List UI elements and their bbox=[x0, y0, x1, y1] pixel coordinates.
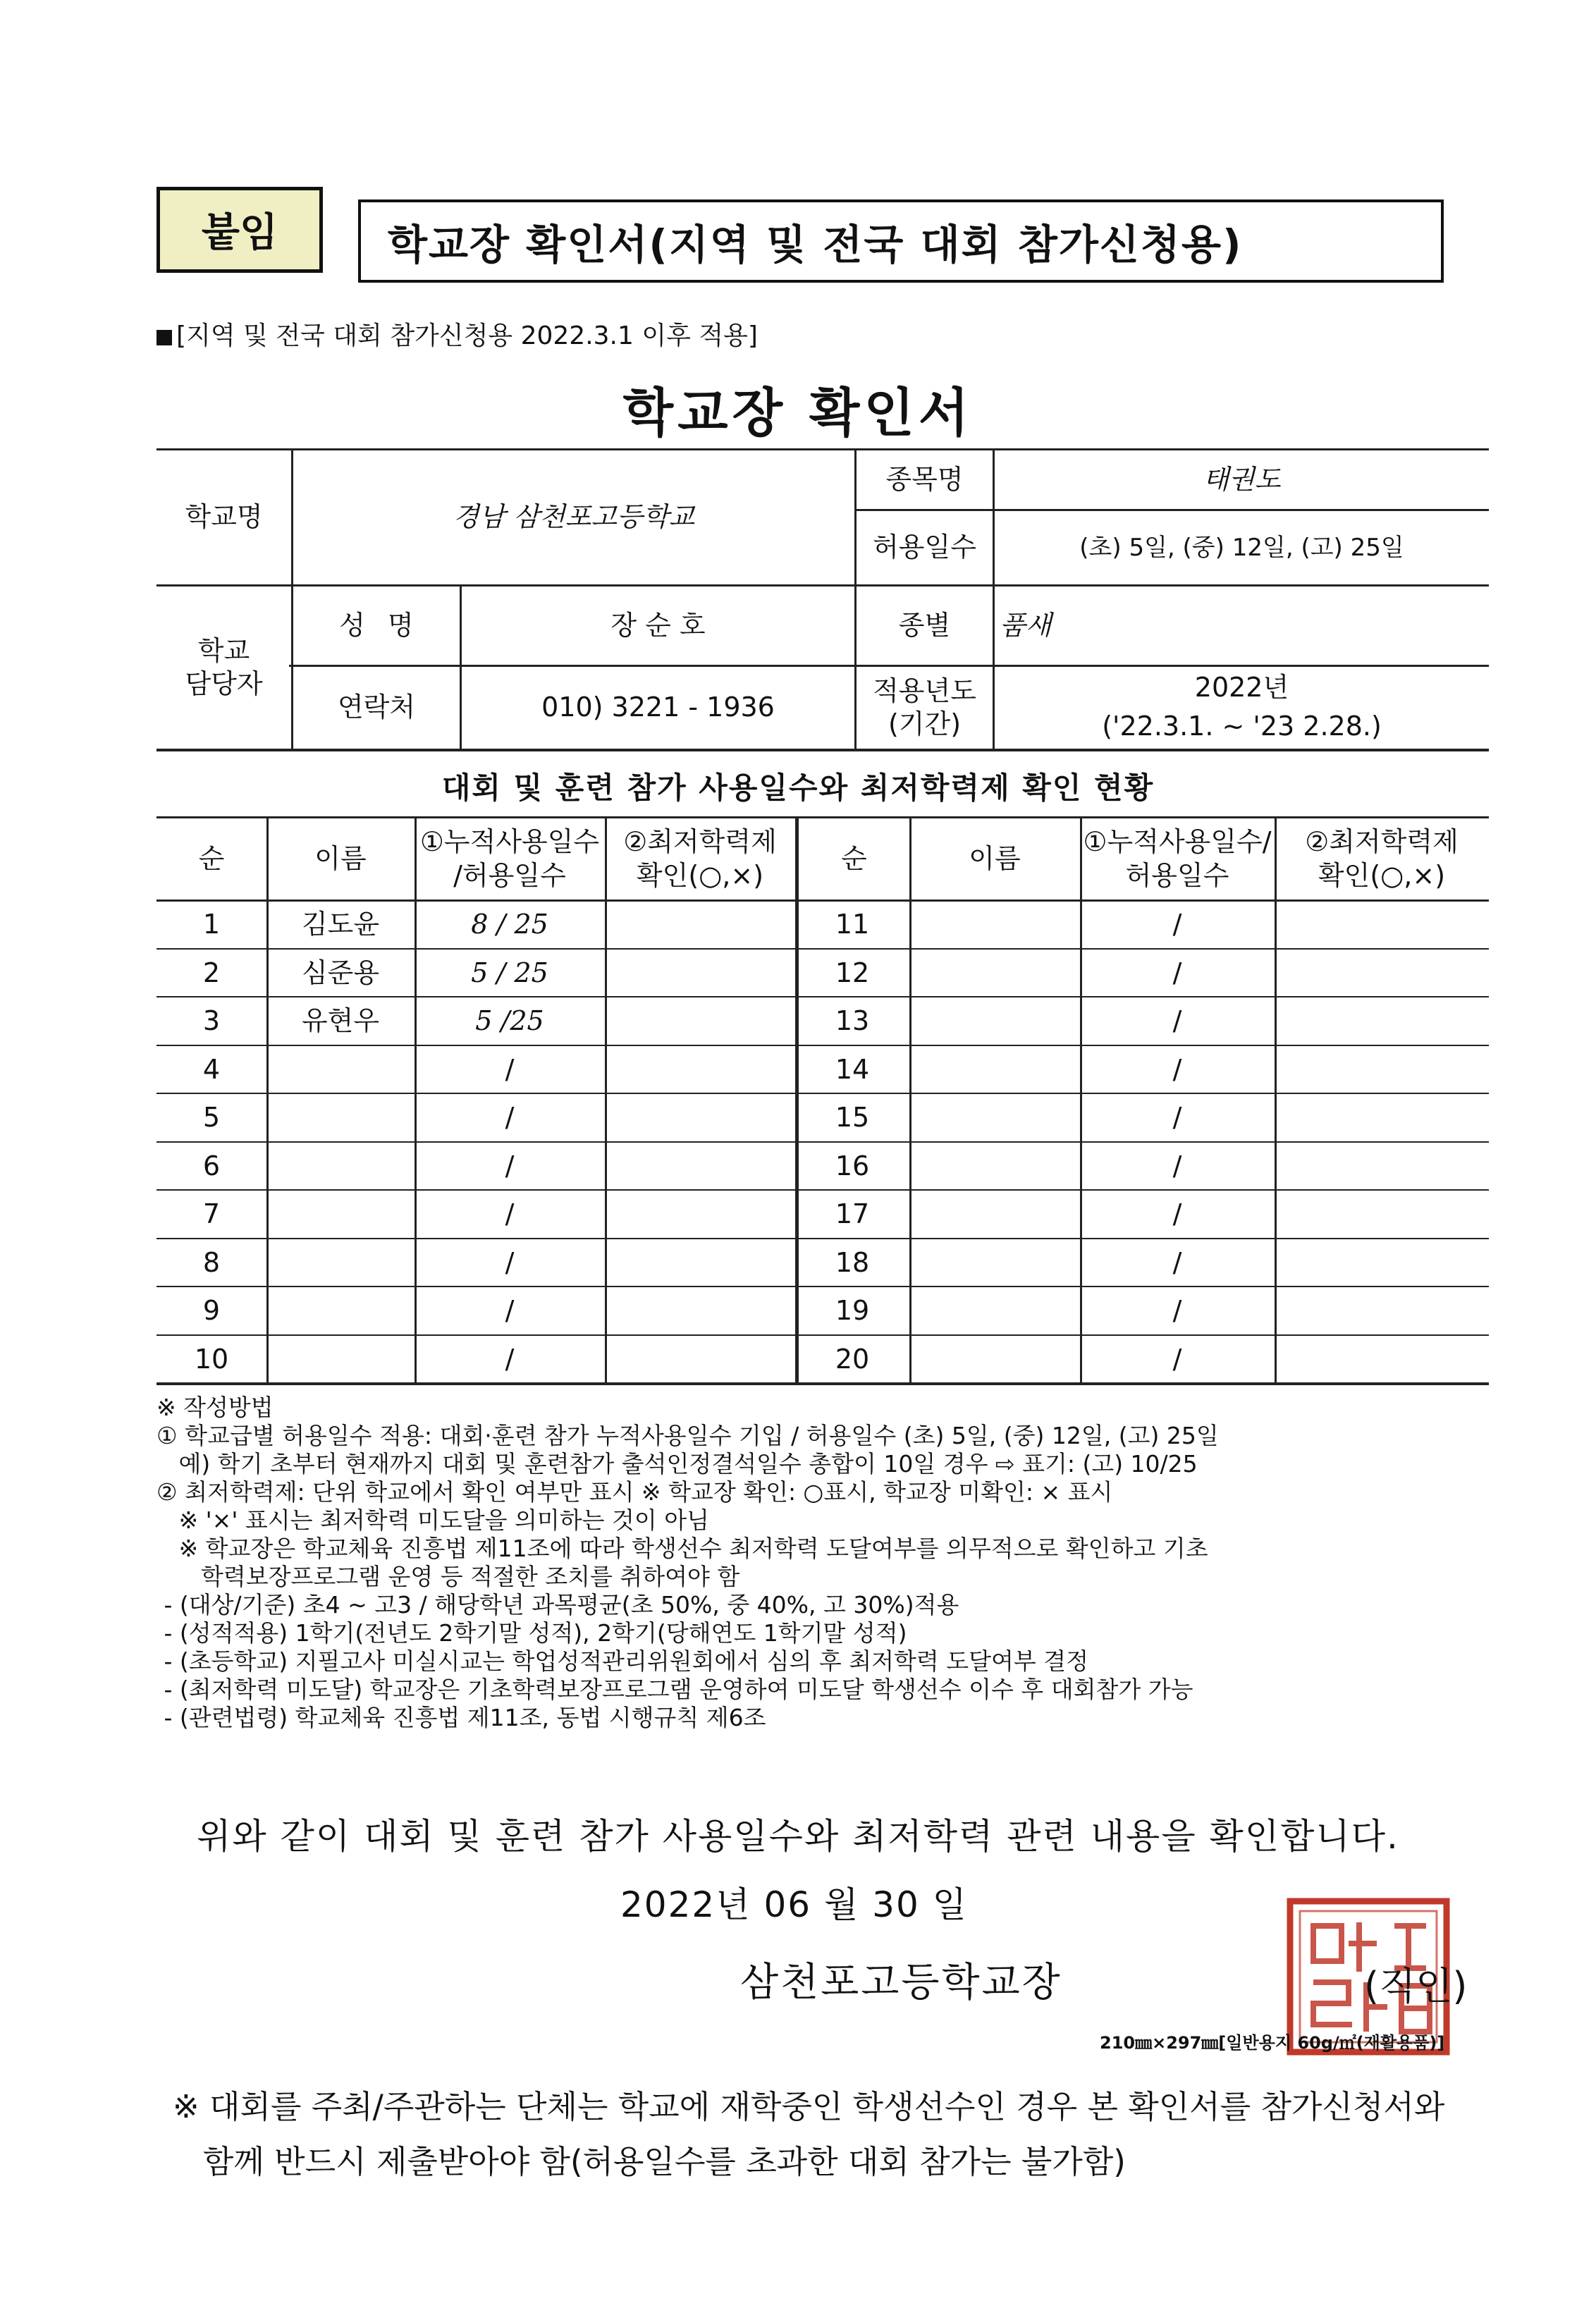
sport-value: 태권도 bbox=[1203, 463, 1281, 495]
used-days: / bbox=[505, 1198, 515, 1229]
used-days: 5 /25 bbox=[475, 1005, 544, 1036]
min-academic-check bbox=[605, 1337, 795, 1383]
row-number: 13 bbox=[835, 1005, 870, 1036]
row-number: 2 bbox=[202, 957, 221, 988]
header-no-left: 순 bbox=[198, 842, 225, 874]
min-academic-check bbox=[1275, 1095, 1489, 1141]
instruction-line: 학력보장프로그램 운영 등 적절한 조치를 취하여야 함 bbox=[156, 1563, 740, 1590]
instruction-line: ② 최저학력제: 단위 학교에서 확인 여부만 표시 ※ 학교장 확인: ○표시, 학교장 미확인: × 표시 bbox=[156, 1478, 1113, 1506]
min-academic-check bbox=[1275, 1288, 1489, 1334]
row-number: 18 bbox=[835, 1246, 870, 1278]
contact-value: 010) 3221 - 1936 bbox=[541, 692, 775, 723]
student-name bbox=[909, 1337, 1080, 1383]
min-academic-check bbox=[605, 1288, 795, 1334]
school-name-label: 학교명 bbox=[185, 501, 263, 533]
student-name bbox=[909, 1191, 1080, 1238]
row-number: 7 bbox=[202, 1198, 221, 1229]
row-number: 8 bbox=[202, 1246, 221, 1278]
submission-note bbox=[173, 2080, 1444, 2190]
submission-note-line: 함께 반드시 제출받아야 함(허용일수를 초과한 대회 참가는 불가함) bbox=[173, 2143, 1126, 2180]
document-title: 학교장 확인서 bbox=[622, 383, 974, 443]
student-name bbox=[909, 1240, 1080, 1287]
header-name-left: 이름 bbox=[314, 842, 367, 874]
student-name bbox=[266, 1337, 415, 1383]
used-days: / bbox=[505, 1246, 515, 1278]
instruction-line: - (성적적용) 1학기(전년도 2학기말 성적), 2학기(당해연도 1학기말 성적) bbox=[156, 1619, 907, 1647]
row-number: 4 bbox=[202, 1053, 221, 1085]
student-name bbox=[909, 1095, 1080, 1141]
used-days: / bbox=[505, 1343, 515, 1375]
header-name-right: 이름 bbox=[969, 842, 1021, 874]
instruction-line: ※ 작성방법 bbox=[156, 1394, 274, 1421]
used-days: / bbox=[1172, 957, 1182, 988]
used-days: / bbox=[505, 1053, 515, 1085]
row-number: 10 bbox=[194, 1343, 229, 1375]
used-days: / bbox=[1172, 1150, 1182, 1181]
min-academic-check bbox=[1275, 950, 1489, 997]
used-days: / bbox=[505, 1150, 515, 1181]
header-used-days-right: ①누적사용일수/ 허용일수 bbox=[1083, 826, 1272, 891]
header-no-right: 순 bbox=[841, 842, 867, 874]
instruction-line: 예) 학기 초부터 현재까지 대회 및 훈련참가 출석인정결석일수 총합이 10일 경우 ⇨ 표기: (고) 10/25 bbox=[156, 1450, 1198, 1478]
min-academic-check bbox=[605, 1191, 795, 1238]
min-academic-check bbox=[605, 1240, 795, 1287]
min-academic-check bbox=[1275, 1191, 1489, 1238]
min-academic-check bbox=[1275, 998, 1489, 1045]
student-name: 김도윤 bbox=[301, 909, 380, 940]
manager-label: 학교 담당자 bbox=[185, 634, 263, 699]
writing-instructions bbox=[156, 1394, 1496, 1732]
min-academic-check bbox=[605, 1095, 795, 1141]
student-name bbox=[909, 902, 1080, 948]
student-name bbox=[266, 1191, 415, 1238]
used-days: / bbox=[1172, 1295, 1182, 1326]
used-days: / bbox=[1172, 1005, 1182, 1036]
header-min-academic-left: ②최저학력제 확인(○,×) bbox=[623, 826, 777, 891]
row-number: 16 bbox=[835, 1150, 870, 1181]
used-days: 5 / 25 bbox=[471, 957, 548, 988]
student-name bbox=[909, 950, 1080, 997]
used-days: / bbox=[1172, 1246, 1182, 1278]
row-number: 12 bbox=[835, 957, 870, 988]
student-name: 유현우 bbox=[301, 1005, 380, 1036]
student-name: 심준용 bbox=[301, 957, 380, 988]
instruction-line: - (관련법령) 학교체육 진흥법 제11조, 동법 시행규칙 제6조 bbox=[156, 1704, 766, 1731]
min-academic-check bbox=[605, 950, 795, 997]
row-number: 15 bbox=[835, 1102, 870, 1133]
applicability-note bbox=[156, 316, 758, 352]
square-bullet-icon bbox=[156, 330, 172, 345]
contact-label: 연락처 bbox=[337, 692, 416, 723]
min-academic-check bbox=[1275, 902, 1489, 948]
student-name bbox=[909, 1143, 1080, 1190]
row-number: 5 bbox=[202, 1102, 221, 1133]
allowed-days-label: 허용일수 bbox=[873, 532, 976, 563]
seal-label: (직인) bbox=[1364, 1964, 1468, 2008]
confirmation-statement: 위와 같이 대회 및 훈련 참가 사용일수와 최저학력 관련 내용을 확인합니다. bbox=[197, 1816, 1399, 1857]
form-title-box: 학교장 확인서(지역 및 전국 대회 참가신청용) bbox=[358, 199, 1444, 283]
min-academic-check bbox=[1275, 1047, 1489, 1093]
used-days: / bbox=[505, 1102, 515, 1133]
event-value: 품새 bbox=[1000, 609, 1052, 641]
name-label: 성 명 bbox=[339, 609, 414, 641]
header-used-days-left: ①누적사용일수 /허용일수 bbox=[419, 826, 600, 891]
min-academic-check bbox=[1275, 1143, 1489, 1190]
row-number: 19 bbox=[835, 1295, 870, 1326]
year-label: 적용년도 (기간) bbox=[873, 675, 976, 739]
row-number: 6 bbox=[202, 1150, 221, 1181]
min-academic-check bbox=[605, 1143, 795, 1190]
year-value: 2022년 bbox=[1194, 672, 1289, 704]
used-days: / bbox=[1172, 1343, 1182, 1375]
student-name bbox=[266, 1288, 415, 1334]
instruction-line: - (최저학력 미도달) 학교장은 기초학력보장프로그램 운영하여 미도달 학생선수 이수 후 대회참가 가능 bbox=[156, 1676, 1193, 1703]
student-name bbox=[909, 1047, 1080, 1093]
used-days: / bbox=[1172, 1198, 1182, 1229]
student-name bbox=[266, 1047, 415, 1093]
school-name-value: 경남 삼천포고등학교 bbox=[453, 501, 695, 533]
student-name bbox=[266, 1143, 415, 1190]
row-number: 14 bbox=[835, 1053, 870, 1085]
student-name bbox=[266, 1095, 415, 1141]
student-name bbox=[266, 1240, 415, 1287]
used-days: / bbox=[1172, 1102, 1182, 1133]
applicability-note-text: [지역 및 전국 대회 참가신청용 2022.3.1 이후 적용] bbox=[176, 321, 758, 350]
sport-label: 종목명 bbox=[885, 463, 964, 495]
student-name bbox=[909, 998, 1080, 1045]
row-number: 17 bbox=[835, 1198, 870, 1229]
manager-name-value: 장 순 호 bbox=[610, 609, 706, 641]
min-academic-check bbox=[1275, 1240, 1489, 1287]
used-days: / bbox=[1172, 909, 1182, 940]
issue-date: 2022년 06 월 30 일 bbox=[620, 1884, 968, 1925]
student-name bbox=[909, 1288, 1080, 1334]
min-academic-check bbox=[605, 998, 795, 1045]
principal-title: 삼천포고등학교장 bbox=[740, 1960, 1062, 2006]
used-days: / bbox=[505, 1295, 515, 1326]
event-label: 종별 bbox=[898, 609, 951, 641]
used-days: 8 / 25 bbox=[471, 909, 548, 940]
used-days: / bbox=[1172, 1053, 1182, 1085]
submission-note-line: ※ 대회를 주최/주관하는 단체는 학교에 재학중인 학생선수인 경우 본 확인서를 참가신청서와 bbox=[173, 2088, 1445, 2125]
instruction-line: ※ '×' 표시는 최저학력 미도달을 의미하는 것이 아님 bbox=[156, 1506, 710, 1534]
row-number: 1 bbox=[202, 909, 221, 940]
instruction-line: - (대상/기준) 초4 ~ 고3 / 해당학년 과목평균(초 50%, 중 40%, 고 30%)적용 bbox=[156, 1591, 959, 1619]
period-value: ('22.3.1. ~ '23 2.28.) bbox=[1102, 711, 1382, 742]
instruction-line: ① 학교급별 허용일수 적용: 대회·훈련 참가 누적사용일수 기입 / 허용일수 (초) 5일, (중) 12일, (고) 25일 bbox=[156, 1422, 1219, 1449]
min-academic-check bbox=[605, 902, 795, 948]
row-number: 11 bbox=[835, 909, 870, 940]
row-number: 20 bbox=[835, 1343, 870, 1375]
row-number: 9 bbox=[202, 1295, 221, 1326]
attachment-tag: 붙임 bbox=[156, 187, 323, 273]
allowed-days-value: (초) 5일, (중) 12일, (고) 25일 bbox=[1079, 533, 1404, 562]
header-min-academic-right: ②최저학력제 확인(○,×) bbox=[1305, 826, 1459, 891]
paper-size-note: 210㎜×297㎜[일반용지 60g/㎡(재활용품)] bbox=[1100, 2033, 1445, 2053]
section-title: 대회 및 훈련 참가 사용일수와 최저학력제 확인 현황 bbox=[441, 770, 1155, 805]
min-academic-check bbox=[605, 1047, 795, 1093]
row-number: 3 bbox=[202, 1005, 221, 1036]
min-academic-check bbox=[1275, 1337, 1489, 1383]
instruction-line: ※ 학교장은 학교체육 진흥법 제11조에 따라 학생선수 최저학력 도달여부를 의무적으로 확인하고 기초 bbox=[156, 1535, 1208, 1562]
instruction-line: - (초등학교) 지필고사 미실시교는 학업성적관리위원회에서 심의 후 최저학력 도달여부 결정 bbox=[156, 1647, 1089, 1675]
